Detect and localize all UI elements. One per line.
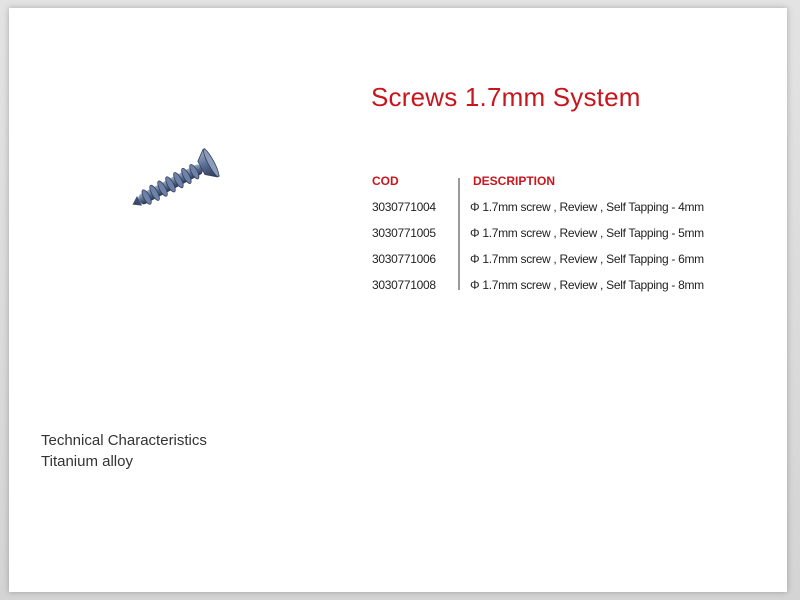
diameter-symbol: Φ <box>470 252 480 266</box>
material-text: Titanium alloy <box>41 453 133 470</box>
description-text: 1.7mm screw , Review , Self Tapping - 4mm <box>482 200 704 214</box>
column-header-cod: COD <box>372 174 399 188</box>
document-page <box>9 8 787 592</box>
bone-screw-image <box>121 142 231 222</box>
diameter-symbol: Φ <box>470 200 480 214</box>
product-description <box>470 252 704 266</box>
diameter-symbol: Φ <box>470 278 480 292</box>
description-text: 1.7mm screw , Review , Self Tapping - 6mm <box>482 252 704 266</box>
product-code: 3030771005 <box>372 226 436 240</box>
column-divider <box>458 178 460 290</box>
product-code: 3030771006 <box>372 252 436 266</box>
product-description <box>470 226 704 240</box>
product-description <box>470 200 704 214</box>
description-text: 1.7mm screw , Review , Self Tapping - 8mm <box>482 278 704 292</box>
diameter-symbol: Φ <box>470 226 480 240</box>
technical-characteristics <box>41 430 207 472</box>
product-code: 3030771004 <box>372 200 436 214</box>
column-header-description: DESCRIPTION <box>473 174 556 188</box>
description-text: 1.7mm screw , Review , Self Tapping - 5mm <box>482 226 704 240</box>
technical-heading: Technical Characteristics <box>41 432 207 449</box>
product-description <box>470 278 704 292</box>
page-title: Screws 1.7mm System <box>371 82 641 112</box>
product-code: 3030771008 <box>372 278 436 292</box>
